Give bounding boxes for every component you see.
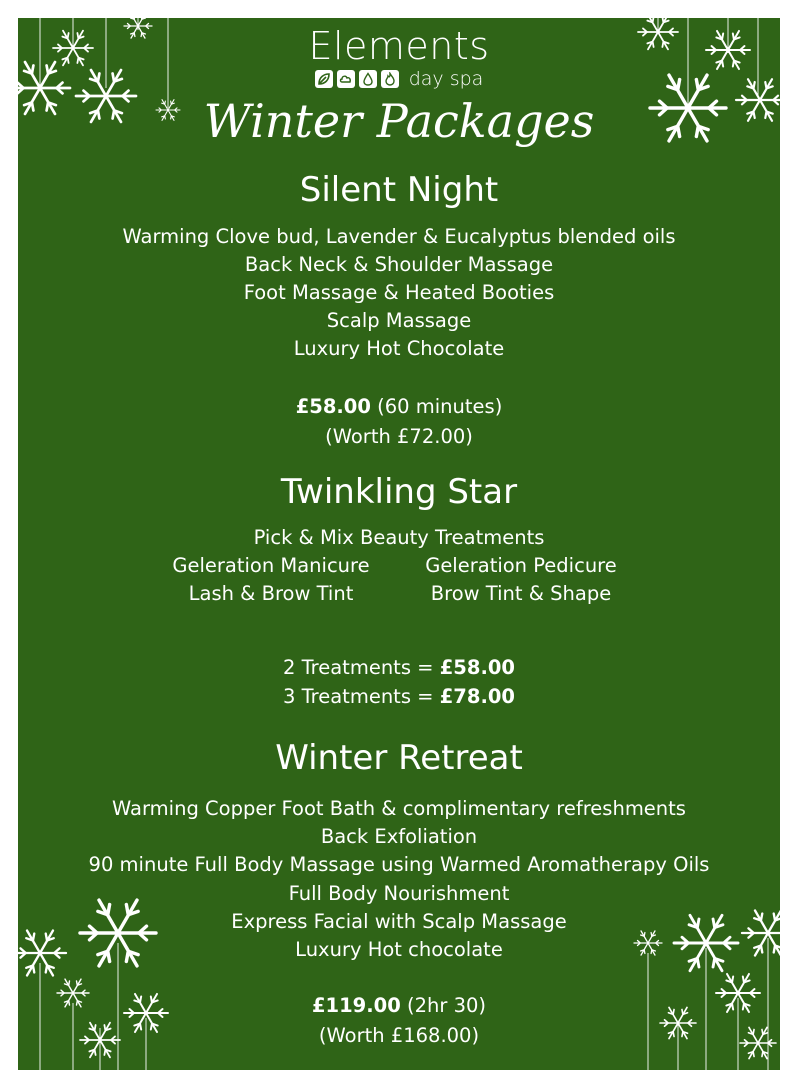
silent-night-item: Luxury Hot Chocolate [293,337,505,360]
winter-retreat-item: Back Exfoliation [320,825,478,848]
silent-night-duration: (60 minutes) [370,395,503,418]
silent-night-item: Back Neck & Shoulder Massage [244,253,554,276]
silent-night-item: Warming Clove bud, Lavender & Eucalyptus blended oils [122,225,676,248]
tier-price: £78.00 [439,685,515,708]
winter-retreat-title: Winter Retreat [275,738,523,778]
twinkling-star-intro: Pick & Mix Beauty Treatments [253,526,545,549]
twinkling-star-tier [18,685,780,708]
winter-retreat-worth: (Worth £168.00) [318,1024,480,1047]
silent-night-price: £58.00 [295,395,371,418]
winter-retreat-price: £119.00 [311,994,401,1017]
silent-night-item: Foot Massage & Heated Booties [243,281,555,304]
twinkling-star-left-item: Geleration Manicure [172,554,370,577]
tier-label: 3 Treatments = [283,685,440,708]
poster [18,18,780,1070]
page-title: Winter Packages [203,94,595,148]
twinkling-star-right-item: Geleration Pedicure [425,554,617,577]
winter-retreat-item: Express Facial with Scalp Massage [231,910,567,933]
winter-retreat-item: Luxury Hot chocolate [295,938,503,961]
twinkling-star-tier [18,656,780,679]
cloud-icon [337,70,355,88]
silent-night-worth: (Worth £72.00) [325,425,473,448]
twinkling-star-title: Twinkling Star [280,472,518,512]
winter-retreat-price-line [18,994,780,1017]
tier-label: 2 Treatments = [283,656,440,679]
winter-retreat-item: 90 minute Full Body Massage using Warmed Aromatherapy Oils [88,853,710,876]
leaf-icon [315,70,333,88]
drop-icon [359,70,377,88]
winter-retreat-item: Full Body Nourishment [288,882,510,905]
silent-night-price-line [18,395,780,418]
tier-price: £58.00 [439,656,515,679]
twinkling-star-left-item: Lash & Brow Tint [188,582,354,605]
brand-logo-name: Elements [308,24,490,68]
brand-tagline: day spa [408,68,484,90]
silent-night-title: Silent Night [299,170,499,210]
flame-icon [381,70,399,88]
silent-night-item: Scalp Massage [326,309,472,332]
brand-logo-row [18,68,780,90]
winter-retreat-item: Warming Copper Foot Bath & complimentary refreshments [112,797,686,820]
winter-retreat-duration: (2hr 30) [400,994,487,1017]
twinkling-star-right-item: Brow Tint & Shape [430,582,612,605]
